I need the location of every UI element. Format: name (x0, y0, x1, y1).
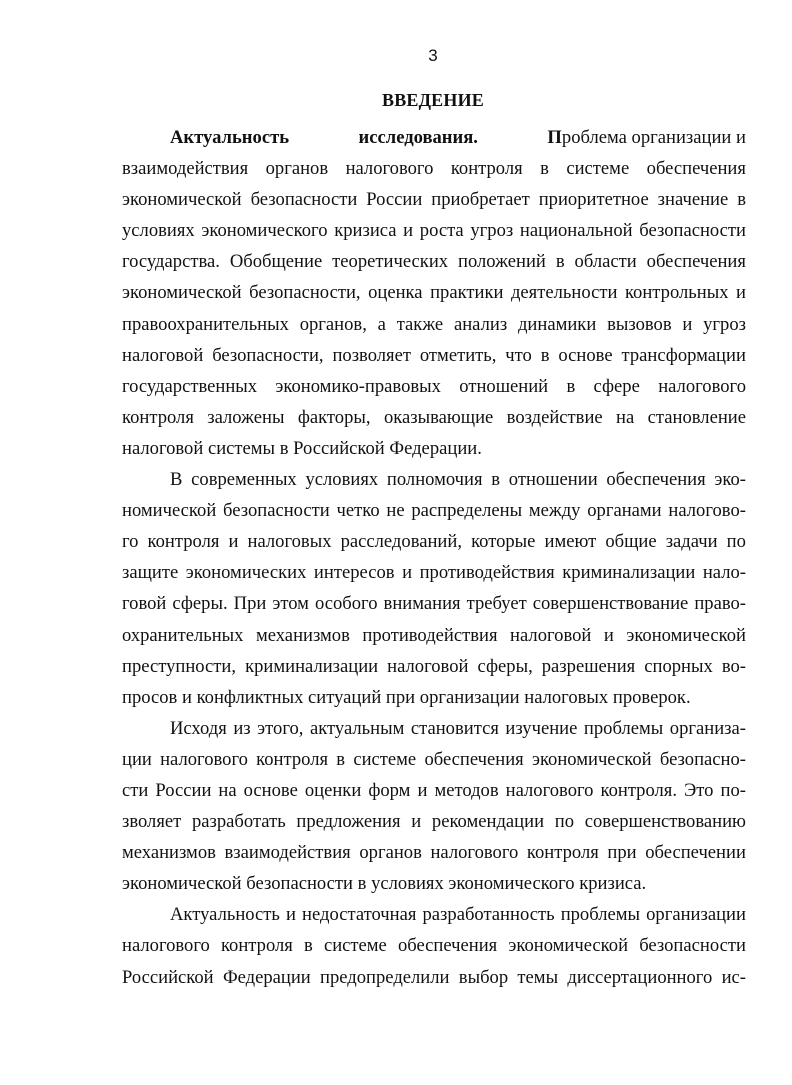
lead-bold-term: Актуальность (170, 127, 290, 148)
text-line: номической безопасности четко не распределены между органами налогово- (122, 500, 746, 522)
text-line: Исходя из этого, актуальным становится изучение проблемы организа- (170, 717, 746, 739)
bold-initial-letter: П (547, 127, 562, 148)
text-line: правоохранительных органов, а также анализ динамики вызовов и угроз (122, 313, 746, 335)
section-heading: ВВЕДЕНИЕ (381, 90, 484, 110)
text-line: преступности, криминализации налоговой сферы, разрешения спорных во- (122, 655, 746, 677)
paragraph-relevance (122, 122, 746, 464)
text-line: экономической безопасности России приобретает приоритетное значение в (122, 189, 746, 211)
text-line: Актуальность и недостаточная разработанность проблемы организации (170, 904, 746, 926)
text-line: экономической безопасности в условиях экономического кризиса. (122, 873, 647, 895)
text-line: налогового контроля в системе обеспечения экономической безопасности (122, 935, 746, 957)
text-fragment (547, 122, 746, 153)
text-line: Российской Федерации предопределили выбор темы диссертационного ис- (122, 966, 746, 988)
text-line: защите экономических интересов и противодействия криминализации нало- (122, 562, 746, 584)
text-line: говой сферы. При этом особого внимания требует совершенствование право- (122, 593, 746, 615)
text-line-remainder: роблема организации и (561, 127, 746, 148)
text-line: охранительных механизмов противодействия налоговой и экономической (122, 624, 746, 646)
text-line: механизмов взаимодействия органов налогового контроля при обеспечении (122, 842, 746, 864)
text-line: контроля заложены факторы, оказывающие воздействие на становление (122, 406, 746, 428)
text-line: взаимодействия органов налогового контроля в системе обеспечения (122, 158, 746, 180)
text-line: условиях экономического кризиса и роста угроз национальной безопасности (122, 220, 746, 242)
text-line: сти России на основе оценки форм и методов налогового контроля. Это по- (122, 779, 746, 801)
text-line: го контроля и налоговых расследований, которые имеют общие задачи по (122, 531, 746, 553)
text-line: зволяет разработать предложения и рекомендации по совершенствованию (122, 811, 746, 833)
paragraph-authority (122, 464, 746, 713)
paragraph-hence (122, 713, 746, 900)
body-text (122, 122, 746, 993)
text-line: просов и конфликтных ситуаций при организации налоговых проверок. (122, 686, 691, 708)
page-number: 3 (428, 46, 438, 65)
text-line: экономической безопасности, оценка практики деятельности контрольных и (122, 282, 746, 304)
text-line: В современных условиях полномочия в отношении обеспечения эко- (170, 469, 746, 491)
text-line: государственных экономико-правовых отношений в сфере налогового (122, 375, 746, 397)
paragraph-topic-choice (122, 899, 746, 992)
text-line (122, 122, 746, 153)
text-line: ции налогового контроля в системе обеспечения экономической безопасно- (122, 748, 746, 770)
text-line: налоговой безопасности, позволяет отметить, что в основе трансформации (122, 344, 746, 366)
lead-bold-term: исследования. (358, 127, 478, 148)
text-line: государства. Обобщение теоретических положений в области обеспечения (122, 251, 746, 273)
text-line: налоговой системы в Российской Федерации. (122, 437, 482, 459)
